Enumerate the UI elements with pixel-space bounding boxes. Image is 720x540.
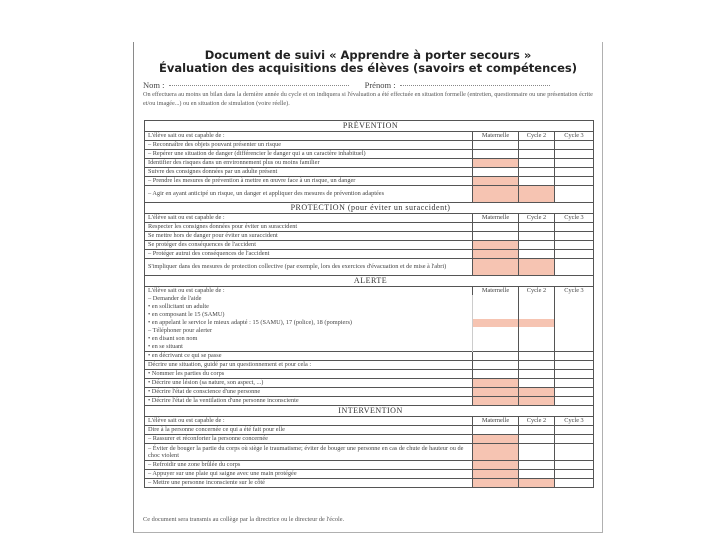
column-header: Cycle 2 — [519, 214, 555, 223]
evaluation-cell[interactable] — [473, 319, 519, 327]
competency-text: – Protéger autrui des conséquences de l'accident — [145, 250, 473, 259]
evaluation-cell[interactable] — [473, 327, 519, 335]
evaluation-cell[interactable] — [519, 461, 555, 470]
column-header: Cycle 2 — [519, 417, 555, 426]
prenom-field[interactable] — [400, 85, 550, 86]
document-page — [133, 42, 603, 533]
column-header: Cycle 3 — [555, 287, 594, 296]
evaluation-cell[interactable] — [519, 397, 555, 406]
evaluation-cell[interactable] — [519, 327, 555, 335]
competency-text: • en appelant le service le mieux adapté : 15 (SAMU), 17 (police), 18 (pompiers) — [145, 319, 473, 327]
evaluation-cell[interactable] — [555, 397, 594, 406]
evaluation-cell[interactable] — [555, 379, 594, 388]
evaluation-cell[interactable] — [519, 311, 555, 319]
table-row — [145, 370, 594, 379]
evaluation-cell[interactable] — [473, 250, 519, 259]
evaluation-cell[interactable] — [519, 388, 555, 397]
evaluation-cell[interactable] — [555, 168, 594, 177]
evaluation-cell[interactable] — [555, 444, 594, 461]
evaluation-cell[interactable] — [555, 241, 594, 250]
competency-text: – Agir en ayant anticipé un risque, un danger et appliquer des mesures de prévention adaptées — [145, 186, 473, 203]
evaluation-cell[interactable] — [555, 141, 594, 150]
evaluation-cell[interactable] — [473, 141, 519, 150]
evaluation-cell[interactable] — [473, 177, 519, 186]
section-title: PRÉVENTION — [145, 121, 594, 132]
column-header: Maternelle — [473, 287, 519, 296]
evaluation-cell[interactable] — [473, 426, 519, 435]
competency-text: Respecter les consignes données pour éviter un suraccident — [145, 223, 473, 232]
evaluation-cell[interactable] — [555, 319, 594, 327]
evaluation-cell[interactable] — [519, 352, 555, 361]
evaluation-cell[interactable] — [555, 470, 594, 479]
competency-text: – Téléphoner pour alerter — [145, 327, 473, 335]
table-row — [145, 335, 594, 343]
evaluation-cell[interactable] — [519, 241, 555, 250]
evaluation-cell[interactable] — [473, 232, 519, 241]
table-row — [145, 379, 594, 388]
table-row — [145, 361, 594, 370]
competency-text: – Reconnaître des objets pouvant présenter un risque — [145, 141, 473, 150]
competency-text: Décrire une situation, guidé par un questionnement et pour cela : — [145, 361, 473, 370]
table-row — [145, 397, 594, 406]
evaluation-cell[interactable] — [473, 259, 519, 276]
table-row — [145, 343, 594, 352]
evaluation-cell[interactable] — [555, 223, 594, 232]
evaluation-cell[interactable] — [473, 361, 519, 370]
evaluation-cell[interactable] — [473, 352, 519, 361]
table-row — [145, 250, 594, 259]
evaluation-cell[interactable] — [519, 186, 555, 203]
evaluation-cell[interactable] — [555, 479, 594, 488]
column-header: Cycle 3 — [555, 417, 594, 426]
evaluation-cell[interactable] — [519, 141, 555, 150]
table-row — [145, 327, 594, 335]
evaluation-cell[interactable] — [519, 426, 555, 435]
evaluation-cell[interactable] — [473, 470, 519, 479]
evaluation-cell[interactable] — [555, 335, 594, 343]
evaluation-cell[interactable] — [555, 435, 594, 444]
evaluation-cell[interactable] — [555, 311, 594, 319]
column-header: Maternelle — [473, 214, 519, 223]
competency-text: • Décrire une lésion (sa nature, son aspect, ...) — [145, 379, 473, 388]
evaluation-cell[interactable] — [473, 303, 519, 311]
prenom-label: Prénom : — [364, 80, 396, 90]
evaluation-cell[interactable] — [555, 150, 594, 159]
evaluation-cell[interactable] — [519, 223, 555, 232]
evaluation-cell[interactable] — [519, 295, 555, 303]
table-row — [145, 352, 594, 361]
competency-text: – Refroidir une zone brûlée du corps — [145, 461, 473, 470]
evaluation-cell[interactable] — [519, 470, 555, 479]
competency-text: Suivre des consignes données par un adulte présent — [145, 168, 473, 177]
competency-text: Se mettre hors de danger pour éviter un suraccident — [145, 232, 473, 241]
table-row — [145, 444, 594, 461]
section-title: PROTECTION (pour éviter un suraccident) — [145, 203, 594, 214]
competency-text: • en composant le 15 (SAMU) — [145, 311, 473, 319]
column-header: Cycle 3 — [555, 214, 594, 223]
evaluation-cell[interactable] — [519, 168, 555, 177]
competency-text: • en sollicitant un adulte — [145, 303, 473, 311]
evaluation-cell[interactable] — [555, 295, 594, 303]
section-subheader: L'élève sait ou est capable de : — [145, 287, 473, 296]
column-header: Maternelle — [473, 132, 519, 141]
table-row — [145, 426, 594, 435]
competency-text: – Éviter de bouger la partie du corps où siège le traumatisme; éviter de bouger une personne en cas de chute de hauteur ou de choc violent — [145, 444, 473, 461]
evaluation-cell[interactable] — [519, 335, 555, 343]
competency-text: – Rassurer et réconforter la personne concernée — [145, 435, 473, 444]
evaluation-cell[interactable] — [473, 370, 519, 379]
evaluation-cell[interactable] — [473, 159, 519, 168]
evaluation-cell[interactable] — [555, 327, 594, 335]
evaluation-cell[interactable] — [555, 186, 594, 203]
evaluation-cell[interactable] — [473, 388, 519, 397]
evaluation-cell[interactable] — [519, 370, 555, 379]
evaluation-cell[interactable] — [519, 177, 555, 186]
table-row — [145, 435, 594, 444]
section-subheader: L'élève sait ou est capable de : — [145, 132, 473, 141]
evaluation-cell[interactable] — [519, 303, 555, 311]
evaluation-cell[interactable] — [473, 311, 519, 319]
evaluation-cell[interactable] — [519, 250, 555, 259]
evaluation-cell[interactable] — [519, 444, 555, 461]
table-row — [145, 186, 594, 203]
table-row — [145, 388, 594, 397]
competency-text: • Décrire l'état de conscience d'une personne — [145, 388, 473, 397]
section-subheader: L'élève sait ou est capable de : — [145, 214, 473, 223]
evaluation-cell[interactable] — [519, 150, 555, 159]
evaluation-cell[interactable] — [473, 343, 519, 352]
evaluation-table — [144, 120, 594, 488]
evaluation-cell[interactable] — [555, 361, 594, 370]
competency-text: Se protéger des conséquences de l'accident — [145, 241, 473, 250]
evaluation-cell[interactable] — [473, 461, 519, 470]
table-row — [145, 177, 594, 186]
evaluation-cell[interactable] — [555, 259, 594, 276]
evaluation-cell[interactable] — [555, 232, 594, 241]
evaluation-cell[interactable] — [555, 461, 594, 470]
evaluation-cell[interactable] — [473, 435, 519, 444]
evaluation-cell[interactable] — [519, 319, 555, 327]
evaluation-cell[interactable] — [555, 159, 594, 168]
evaluation-cell[interactable] — [473, 241, 519, 250]
table-row — [145, 319, 594, 327]
column-header: Cycle 3 — [555, 132, 594, 141]
evaluation-cell[interactable] — [519, 343, 555, 352]
evaluation-cell[interactable] — [473, 186, 519, 203]
competency-text: – Demander de l'aide — [145, 295, 473, 303]
evaluation-cell[interactable] — [473, 479, 519, 488]
evaluation-cell[interactable] — [473, 444, 519, 461]
competency-text: – Mettre une personne inconsciente sur le côté — [145, 479, 473, 488]
name-fields — [143, 80, 550, 90]
competency-text: Dire à la personne concernée ce qui a été fait pour elle — [145, 426, 473, 435]
evaluation-cell[interactable] — [519, 379, 555, 388]
table-row — [145, 311, 594, 319]
table-row — [145, 241, 594, 250]
section-title: INTERVENTION — [145, 406, 594, 417]
table-row — [145, 223, 594, 232]
document-subtitle: Évaluation des acquisitions des élèves (savoirs et compétences) — [158, 61, 578, 75]
table-row — [145, 461, 594, 470]
evaluation-cell[interactable] — [473, 168, 519, 177]
evaluation-cell[interactable] — [555, 388, 594, 397]
nom-field[interactable] — [169, 85, 349, 86]
competency-text: • Nommer les parties du corps — [145, 370, 473, 379]
evaluation-cell[interactable] — [519, 361, 555, 370]
evaluation-cell[interactable] — [555, 343, 594, 352]
intro-text: On effectuera au moins un bilan dans la dernière année du cycle et on indiquera si l'évaluation a été effectuée en situation formelle (entretien, questionnaire ou une présentation écrite et/ou imagée...) ou en situation de simulation (voire réelle). — [143, 91, 593, 107]
competency-text: • Décrire l'état de la ventilation d'une personne inconsciente — [145, 397, 473, 406]
competency-text: – Repérer une situation de danger (différencier le danger qui a un caractère inhabituel) — [145, 150, 473, 159]
table-row — [145, 303, 594, 311]
competency-text: • en décrivant ce qui se passe — [145, 352, 473, 361]
table-row — [145, 159, 594, 168]
competency-text: – Appuyer sur une plaie qui saigne avec une main protégée — [145, 470, 473, 479]
evaluation-cell[interactable] — [555, 177, 594, 186]
table-row — [145, 232, 594, 241]
evaluation-cell[interactable] — [555, 426, 594, 435]
section-subheader: L'élève sait ou est capable de : — [145, 417, 473, 426]
column-header: Cycle 2 — [519, 287, 555, 296]
competency-text: Identifier des risques dans un environnement plus ou moins familier — [145, 159, 473, 168]
document-title: Document de suivi « Apprendre à porter secours » — [204, 48, 532, 62]
table-row — [145, 141, 594, 150]
evaluation-cell[interactable] — [473, 295, 519, 303]
evaluation-cell[interactable] — [473, 223, 519, 232]
table-row — [145, 168, 594, 177]
footer-note: Ce document sera transmis au collège par la directrice ou le directeur de l'école. — [143, 516, 345, 523]
table-row — [145, 470, 594, 479]
evaluation-cell[interactable] — [473, 150, 519, 159]
evaluation-cell[interactable] — [519, 259, 555, 276]
evaluation-cell[interactable] — [473, 379, 519, 388]
table-row — [145, 479, 594, 488]
section-title: ALERTE — [145, 276, 594, 287]
competency-text: • en se situant — [145, 343, 473, 352]
competency-text: S'impliquer dans des mesures de protection collective (par exemple, lors des exercices d'évacuation et de mise à l'abri) — [145, 259, 473, 276]
evaluation-cell[interactable] — [473, 397, 519, 406]
evaluation-cell[interactable] — [473, 335, 519, 343]
evaluation-cell[interactable] — [555, 370, 594, 379]
competency-text: • en disant son nom — [145, 335, 473, 343]
column-header: Cycle 2 — [519, 132, 555, 141]
table-row — [145, 150, 594, 159]
evaluation-cell[interactable] — [519, 435, 555, 444]
nom-label: Nom : — [143, 80, 165, 90]
table-row — [145, 259, 594, 276]
evaluation-cell[interactable] — [555, 352, 594, 361]
evaluation-cell[interactable] — [555, 303, 594, 311]
table-row — [145, 295, 594, 303]
column-header: Maternelle — [473, 417, 519, 426]
evaluation-cell[interactable] — [519, 159, 555, 168]
evaluation-cell[interactable] — [519, 232, 555, 241]
evaluation-cell[interactable] — [555, 250, 594, 259]
competency-text: – Prendre les mesures de prévention à mettre en œuvre face à un risque, un danger — [145, 177, 473, 186]
evaluation-cell[interactable] — [519, 479, 555, 488]
